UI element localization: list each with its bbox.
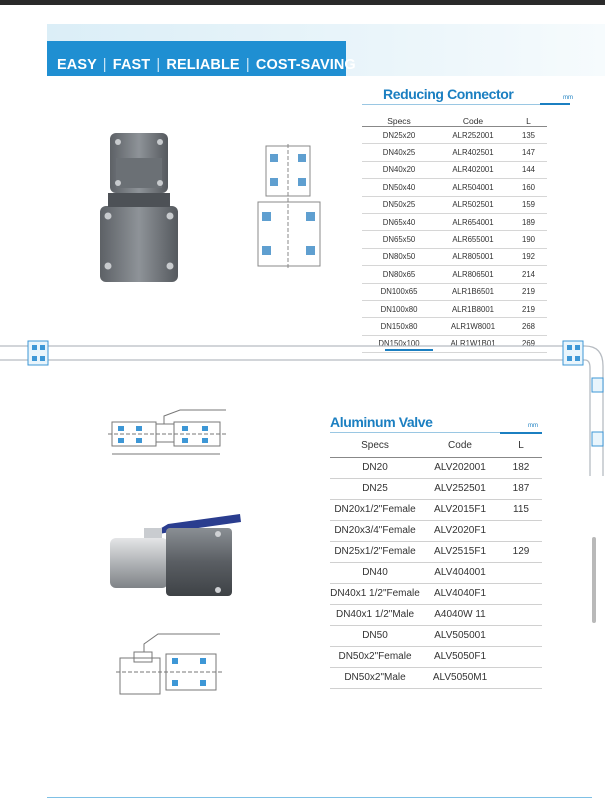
cell-specs: DN40x1 1/2"Female	[330, 583, 420, 604]
cell-code: ALV5050F1	[420, 646, 500, 667]
cell-specs: DN150x80	[362, 318, 436, 335]
tagline-separator: |	[245, 57, 250, 73]
cell-specs: DN40	[330, 562, 420, 583]
table-row	[362, 266, 547, 283]
tagline-easy: EASY	[57, 57, 97, 73]
bottom-rule	[47, 797, 592, 798]
cell-specs: DN40x20	[362, 161, 436, 178]
table-row	[330, 520, 542, 541]
cell-l: 129	[500, 541, 542, 562]
cell-specs: DN40x1 1/2"Male	[330, 604, 420, 625]
cell-l: 160	[510, 179, 547, 196]
unit-label: mm	[528, 423, 538, 429]
cell-l: 214	[510, 266, 547, 283]
cell-l: 268	[510, 318, 547, 335]
valve-drawing-bottom	[116, 632, 226, 698]
cell-code: ALR654001	[436, 213, 510, 230]
cell-specs: DN80x65	[362, 266, 436, 283]
table-row	[362, 231, 547, 248]
cell-code: ALV404001	[420, 562, 500, 583]
cell-specs: DN65x40	[362, 213, 436, 230]
cell-specs: DN20x1/2"Female	[330, 499, 420, 520]
cell-code: ALR252001	[436, 127, 510, 144]
cell-code: ALR1W1B01	[436, 335, 510, 352]
cell-l: 187	[500, 478, 542, 499]
table-row	[330, 667, 542, 688]
cell-l: 190	[510, 231, 547, 248]
cell-specs: DN25x1/2"Female	[330, 541, 420, 562]
cell-code: ALV2020F1	[420, 520, 500, 541]
table-row	[330, 457, 542, 478]
cell-code: A4040W 11	[420, 604, 500, 625]
column-header-specs: Specs	[330, 435, 420, 457]
cell-code: ALR806501	[436, 266, 510, 283]
cell-l	[500, 562, 542, 583]
table-row	[362, 144, 547, 161]
cell-code: ALR1B8001	[436, 300, 510, 317]
table-row	[362, 127, 547, 144]
table-row	[330, 562, 542, 583]
tagline-banner	[47, 41, 356, 76]
cell-l: 192	[510, 248, 547, 265]
cell-l: 135	[510, 127, 547, 144]
column-header-code: Code	[436, 116, 510, 127]
table-row	[330, 541, 542, 562]
column-header-specs: Specs	[362, 116, 436, 127]
cell-l	[500, 604, 542, 625]
cell-code: ALV505001	[420, 625, 500, 646]
table-row	[330, 625, 542, 646]
table-row	[362, 161, 547, 178]
cell-code: ALR655001	[436, 231, 510, 248]
cell-l: 115	[500, 499, 542, 520]
cell-specs: DN20x3/4"Female	[330, 520, 420, 541]
valve-drawing-top	[108, 408, 228, 460]
reducing-connector-table	[362, 116, 547, 353]
cell-code: ALR402001	[436, 161, 510, 178]
cell-l: 147	[510, 144, 547, 161]
cell-specs: DN25	[330, 478, 420, 499]
cell-code: ALR504001	[436, 179, 510, 196]
table-row	[362, 179, 547, 196]
cell-specs: DN40x25	[362, 144, 436, 161]
cell-code: ALV202001	[420, 457, 500, 478]
title-rule	[362, 104, 547, 105]
table-row	[362, 300, 547, 317]
cell-l	[500, 583, 542, 604]
title-accent-bar	[500, 432, 542, 434]
reducing-connector-title: Reducing Connector	[383, 86, 514, 102]
cell-l	[500, 520, 542, 541]
title-accent-bar	[540, 103, 570, 105]
aluminum-valve-table	[330, 435, 542, 689]
cell-l	[500, 646, 542, 667]
tagline-reliable: RELIABLE	[166, 57, 240, 73]
column-header-l: L	[500, 435, 542, 457]
column-header-code: Code	[420, 435, 500, 457]
aluminum-valve-photo	[108, 510, 248, 596]
column-header-l: L	[510, 116, 547, 127]
cell-code: ALV4040F1	[420, 583, 500, 604]
table-row	[362, 318, 547, 335]
cell-specs: DN50x2"Male	[330, 667, 420, 688]
table-header-row	[362, 116, 547, 127]
cell-specs: DN100x65	[362, 283, 436, 300]
cell-l: 269	[510, 335, 547, 352]
scrollbar[interactable]	[592, 537, 596, 623]
table-row	[330, 604, 542, 625]
table-row	[362, 196, 547, 213]
unit-label: mm	[563, 95, 573, 101]
cell-specs: DN50	[330, 625, 420, 646]
table-row	[330, 499, 542, 520]
reducing-connector-drawing	[254, 144, 324, 270]
top-edge-bar	[0, 0, 605, 5]
table-row	[362, 213, 547, 230]
table-header-row	[330, 435, 542, 457]
cell-specs: DN50x40	[362, 179, 436, 196]
tagline-fast: FAST	[112, 57, 151, 73]
cell-specs: DN65x50	[362, 231, 436, 248]
table-row	[362, 283, 547, 300]
table-row	[330, 583, 542, 604]
cell-l: 219	[510, 300, 547, 317]
cell-specs: DN20	[330, 457, 420, 478]
cell-specs: DN50x25	[362, 196, 436, 213]
cell-code: ALR1W8001	[436, 318, 510, 335]
cell-code: ALR1B6501	[436, 283, 510, 300]
tagline-cost-saving: COST-SAVING	[255, 57, 356, 73]
cell-l	[500, 625, 542, 646]
aluminum-valve-title: Aluminum Valve	[330, 414, 433, 430]
cell-code: ALV2015F1	[420, 499, 500, 520]
cell-l: 144	[510, 161, 547, 178]
cell-code: ALR502501	[436, 196, 510, 213]
table-row	[362, 248, 547, 265]
cell-specs: DN50x2"Female	[330, 646, 420, 667]
cell-code: ALV2515F1	[420, 541, 500, 562]
cell-code: ALR402501	[436, 144, 510, 161]
cell-code: ALV5050M1	[420, 667, 500, 688]
cell-specs: DN25x20	[362, 127, 436, 144]
cell-code: ALV252501	[420, 478, 500, 499]
table-row	[330, 478, 542, 499]
cell-l: 189	[510, 213, 547, 230]
reducing-connector-photo	[100, 128, 180, 288]
tagline-separator: |	[156, 57, 161, 73]
cell-l: 219	[510, 283, 547, 300]
table-row	[330, 646, 542, 667]
cell-specs: DN100x80	[362, 300, 436, 317]
cell-specs: DN150x100	[362, 335, 436, 352]
cell-specs: DN80x50	[362, 248, 436, 265]
cell-l	[500, 667, 542, 688]
tagline-separator: |	[102, 57, 107, 73]
cell-l: 159	[510, 196, 547, 213]
cell-l: 182	[500, 457, 542, 478]
cell-code: ALR805001	[436, 248, 510, 265]
